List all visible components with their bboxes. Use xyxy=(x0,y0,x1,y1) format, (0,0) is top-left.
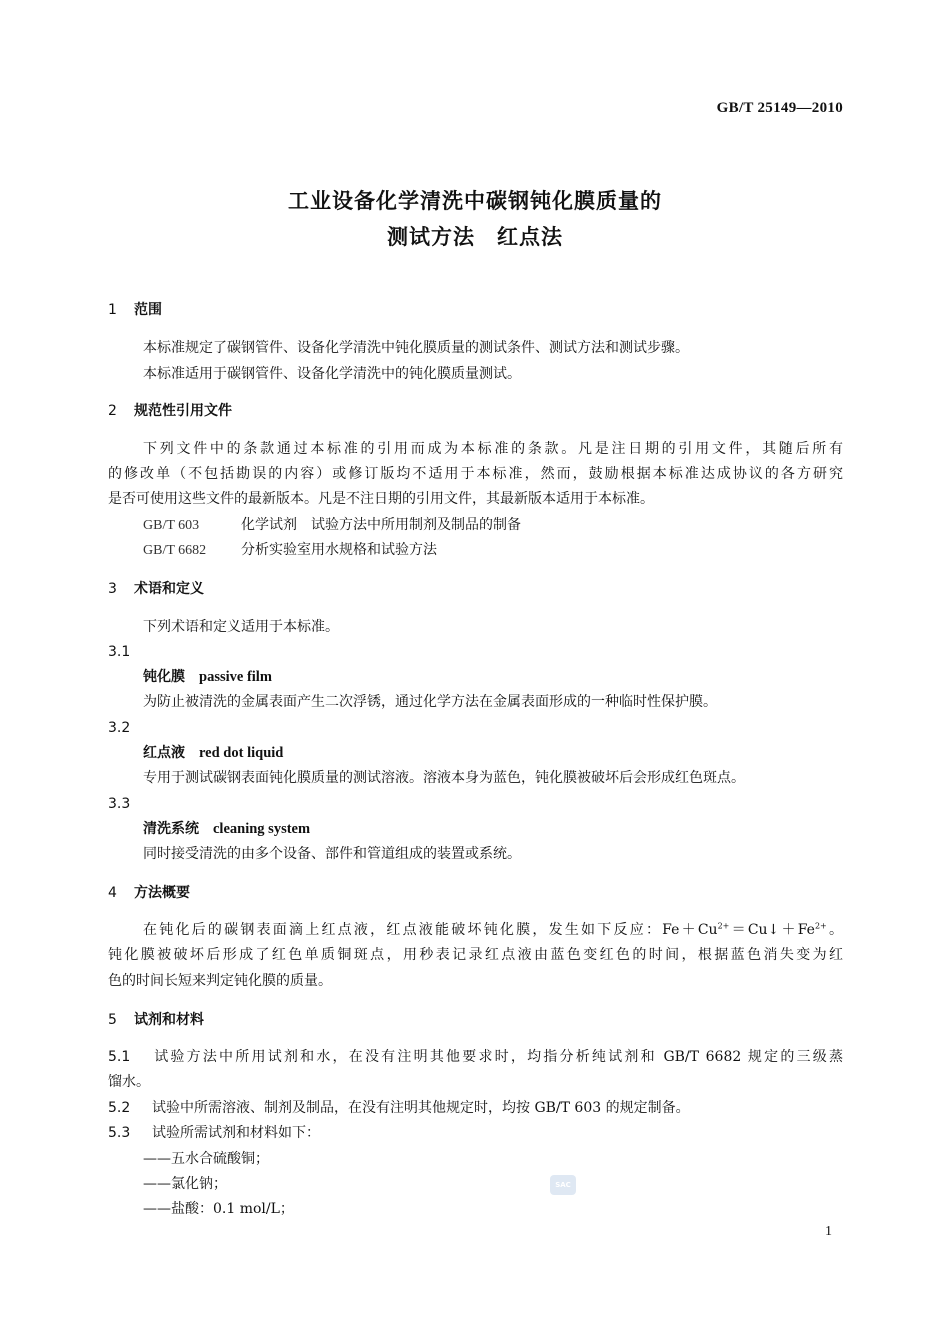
term-english: cleaning system xyxy=(213,821,311,837)
section-number: 3 xyxy=(108,581,117,597)
section-1-heading xyxy=(108,300,843,320)
section-title: 规范性引用文件 xyxy=(134,403,232,419)
superscript: 2+ xyxy=(814,921,827,931)
clause-text: 试验中所需溶液、制剂及制品，在没有注明其他规定时，均按 GB/T 603 的规定制备。 xyxy=(152,1100,690,1116)
term-chinese: 钝化膜 xyxy=(143,669,185,685)
term-definition: 为防止被清洗的金属表面产生二次浮锈，通过化学方法在金属表面形成的一种临时性保护膜。 xyxy=(143,694,717,710)
clause-number: 5.2 xyxy=(108,1100,131,1116)
list-item: ——盐酸：0.1 mol/L； xyxy=(143,1201,294,1217)
section-title: 方法概要 xyxy=(134,885,190,901)
clause-number: 5.1 xyxy=(108,1049,131,1065)
term-number: 3.3 xyxy=(108,796,131,812)
clause-text: 试验方法中所用试剂和水，在没有注明其他要求时，均指分析纯试剂和 GB/T 6682 规定的三级蒸 xyxy=(152,1049,843,1065)
reference-title: 分析实验室用水规格和试验方法 xyxy=(241,542,437,558)
section-3-heading xyxy=(108,579,843,599)
section-number: 5 xyxy=(108,1012,117,1028)
section-number: 1 xyxy=(108,302,117,318)
list-item: ——五水合硫酸铜； xyxy=(143,1151,269,1167)
standard-number: GB/T 25149—2010 xyxy=(716,100,843,116)
sac-watermark-logo: SAC xyxy=(550,1175,576,1195)
section-4-para-line-1 xyxy=(143,920,843,940)
clause-5-1-line-1 xyxy=(108,1047,843,1067)
normative-reference xyxy=(143,515,843,536)
reference-code: GB/T 6682 xyxy=(143,543,207,558)
term-definition: 同时接受清洗的由多个设备、部件和管道组成的装置或系统。 xyxy=(143,846,521,862)
section-number: 4 xyxy=(108,885,117,901)
document-title-line2: 测试方法 红点法 xyxy=(387,225,563,249)
section-3-intro: 下列术语和定义适用于本标准。 xyxy=(143,619,339,635)
section-5-heading xyxy=(108,1010,843,1030)
section-2-heading xyxy=(108,401,843,421)
clause-5-3 xyxy=(108,1123,843,1143)
term-definition: 专用于测试碳钢表面钝化膜质量的测试溶液。溶液本身为蓝色，钝化膜被破坏后会形成红色斑点。 xyxy=(143,770,745,786)
term-entry xyxy=(143,667,843,687)
clause-5-2 xyxy=(108,1098,843,1118)
term-english: passive film xyxy=(199,669,272,685)
section-title: 范围 xyxy=(134,302,162,318)
superscript: 2+ xyxy=(717,921,730,931)
section-number: 2 xyxy=(108,403,117,419)
normative-reference xyxy=(143,540,843,561)
text-run: ＝Cu↓＋Fe xyxy=(729,922,815,938)
clause-number: 5.3 xyxy=(108,1125,131,1141)
term-number: 3.1 xyxy=(108,644,131,660)
term-english: red dot liquid xyxy=(199,745,284,761)
clause-text: 试验所需试剂和材料如下： xyxy=(152,1125,320,1141)
page-number: 1 xyxy=(825,1224,832,1239)
section-1-para-1: 本标准规定了碳钢管件、设备化学清洗中钝化膜质量的测试条件、测试方法和测试步骤。 xyxy=(143,340,689,356)
section-4-para-line-3: 色的时间长短来判定钝化膜的质量。 xyxy=(108,973,332,989)
term-entry xyxy=(143,743,843,763)
section-2-para-line-2: 的修改单（不包括勘误的内容）或修订版均不适用于本标准，然而，鼓励根据本标准达成协议的各方研究 xyxy=(108,466,843,482)
document-title-line1: 工业设备化学清洗中碳钢钝化膜质量的 xyxy=(288,189,662,213)
term-chinese: 清洗系统 xyxy=(143,821,199,837)
term-chinese: 红点液 xyxy=(143,745,185,761)
list-item: ——氯化钠； xyxy=(143,1176,227,1192)
section-1-para-2: 本标准适用于碳钢管件、设备化学清洗中的钝化膜质量测试。 xyxy=(143,366,521,382)
reference-code: GB/T 603 xyxy=(143,518,200,533)
section-2-para-line-1: 下列文件中的条款通过本标准的引用而成为本标准的条款。凡是注日期的引用文件，其随后所有 xyxy=(143,441,843,457)
section-title: 试剂和材料 xyxy=(134,1012,204,1028)
term-entry xyxy=(143,819,843,839)
text-run: 。 xyxy=(826,922,843,938)
section-2-para-line-3: 是否可使用这些文件的最新版本。凡是不注日期的引用文件，其最新版本适用于本标准。 xyxy=(108,491,654,507)
reference-title: 化学试剂 试验方法中所用制剂及制品的制备 xyxy=(241,517,521,533)
section-title: 术语和定义 xyxy=(134,581,204,597)
clause-5-1-line-2: 馏水。 xyxy=(108,1074,150,1090)
text-run: 在钝化后的碳钢表面滴上红点液，红点液能破坏钝化膜，发生如下反应：Fe＋Cu xyxy=(143,922,718,938)
section-4-para-line-2: 钝化膜被破坏后形成了红色单质铜斑点，用秒表记录红点液由蓝色变红色的时间，根据蓝色消失变为红 xyxy=(108,947,843,963)
section-4-heading xyxy=(108,883,843,903)
term-number: 3.2 xyxy=(108,720,131,736)
